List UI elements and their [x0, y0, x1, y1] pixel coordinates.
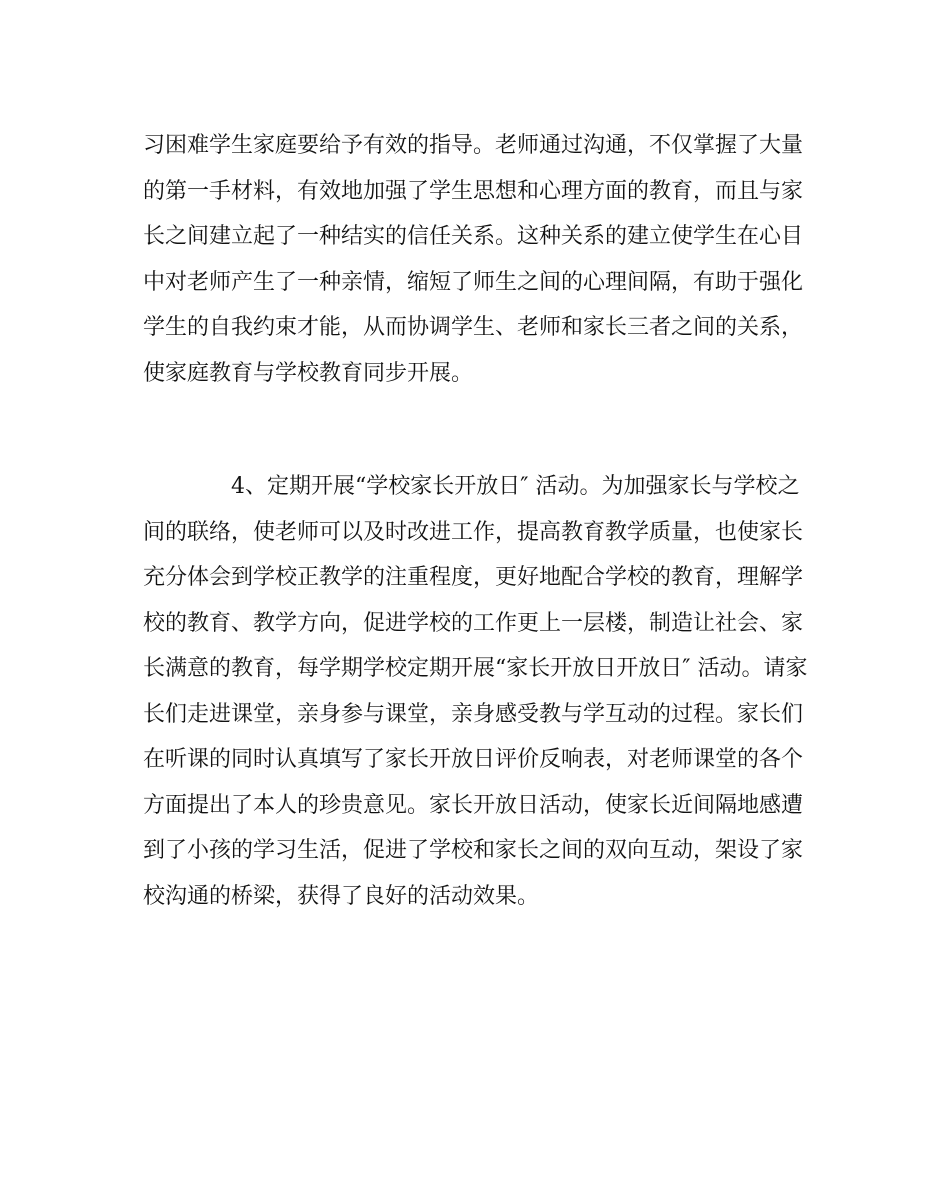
paragraph-line: 充分体会到学校正教学的注重程度，更好地配合学校的教育，理解学 — [143, 565, 804, 590]
paragraph-line: 间的联络，使老师可以及时改进工作，提高教育教学质量，也使家长 — [143, 519, 804, 545]
paragraph-line: 校沟通的桥梁，获得了良好的活动效果。 — [143, 883, 540, 909]
paragraph-line: 中对老师产生了一种亲情，缩短了师生之间的心理间隔，有助于强化 — [143, 269, 804, 295]
paragraph-line: 到了小孩的学习生活，促进了学校和家长之间的双向互动，架设了家 — [143, 838, 804, 863]
paragraph-line: 习困难学生家庭要给予有效的指导。老师通过沟通，不仅掌握了大量 — [143, 133, 804, 158]
paragraph-line: 使家庭教育与学校教育同步开展。 — [143, 360, 474, 386]
paragraph-line: 长们走进课堂，亲身参与课堂，亲身感受教与学互动的过程。家长们 — [143, 701, 804, 727]
paragraph-line: 学生的自我约束才能，从而协调学生、老师和家长三者之间的关系， — [143, 315, 804, 340]
paragraph-line: 方面提出了本人的珍贵意见。家长开放日活动，使家长近间隔地感遭 — [143, 792, 804, 818]
paragraph-line: 的第一手材料，有效地加强了学生思想和心理方面的教育，而且与家 — [143, 178, 804, 204]
paragraph-1 — [143, 123, 803, 396]
paragraph-2 — [143, 464, 807, 919]
paragraph-line: 长满意的教育，每学期学校定期开展“家长开放日开放日″ 活动。请家 — [143, 656, 808, 681]
paragraph-line: 在听课的同时认真填写了家长开放日评价反响表，对老师课堂的各个 — [143, 747, 804, 772]
paragraph-line: 4、定期开展“学校家长开放日″ 活动。为加强家长与学校之 — [231, 474, 800, 499]
paragraph-line: 校的教育、教学方向，促进学校的工作更上一层楼，制造让社会、家 — [143, 610, 804, 636]
paragraph-line: 长之间建立起了一种结实的信任关系。这种关系的建立使学生在心目 — [143, 224, 804, 249]
